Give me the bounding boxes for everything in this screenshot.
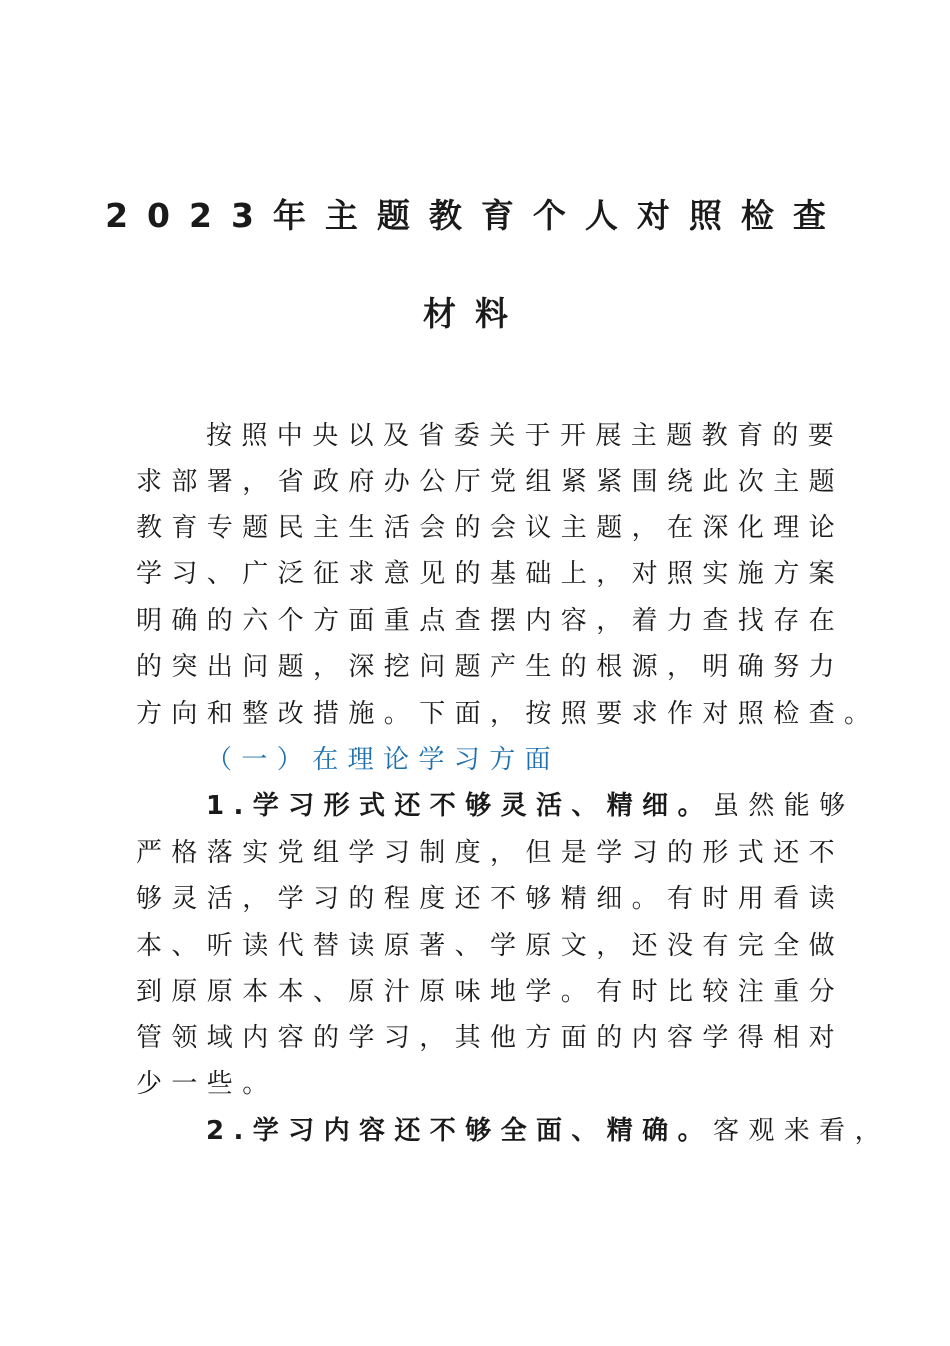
document-title-line-1: 2023年主题教育个人对照检查 [105,196,845,235]
paragraph-line: 本、听读代替读原著、学原文，还没有完全做 [136,931,845,961]
section-heading: （一）在理论学习方面 [206,745,561,775]
item-2-text: 客观来看， [712,1116,890,1146]
paragraph-line [206,790,855,822]
paragraph-line: 管领域内容的学习，其他方面的内容学得相对 [136,1023,845,1053]
paragraph-line: 教育专题民主生活会的会议主题，在深化理论 [136,513,845,543]
paragraph-line: 严格落实党组学习制度，但是学习的形式还不 [136,838,845,868]
item-1-heading: 1.学习形式还不够灵活、精细。 [206,791,713,821]
paragraph-line: 明确的六个方面重点查摆内容，着力查找存在 [136,606,845,636]
paragraph-line: 求部署，省政府办公厅党组紧紧围绕此次主题 [136,467,845,497]
paragraph-line: 方向和整改措施。下面，按照要求作对照检查。 [136,699,880,729]
paragraph-line: 到原原本本、原汁原味地学。有时比较注重分 [136,977,845,1007]
paragraph-line: 按照中央以及省委关于开展主题教育的要 [206,421,844,451]
paragraph-line: 够灵活，学习的程度还不够精细。有时用看读 [136,884,845,914]
item-1-text: 虽然能够 [712,791,855,821]
paragraph-line: 的突出问题，深挖问题产生的根源，明确努力 [136,652,845,682]
item-2-paragraph [206,1115,890,1147]
paragraph-line: 学习、广泛征求意见的基础上，对照实施方案 [136,559,845,589]
item-2-heading: 2.学习内容还不够全面、精确。 [206,1116,713,1146]
document-title-line-2: 材料 [423,294,527,333]
paragraph-line: 少一些。 [136,1069,278,1099]
